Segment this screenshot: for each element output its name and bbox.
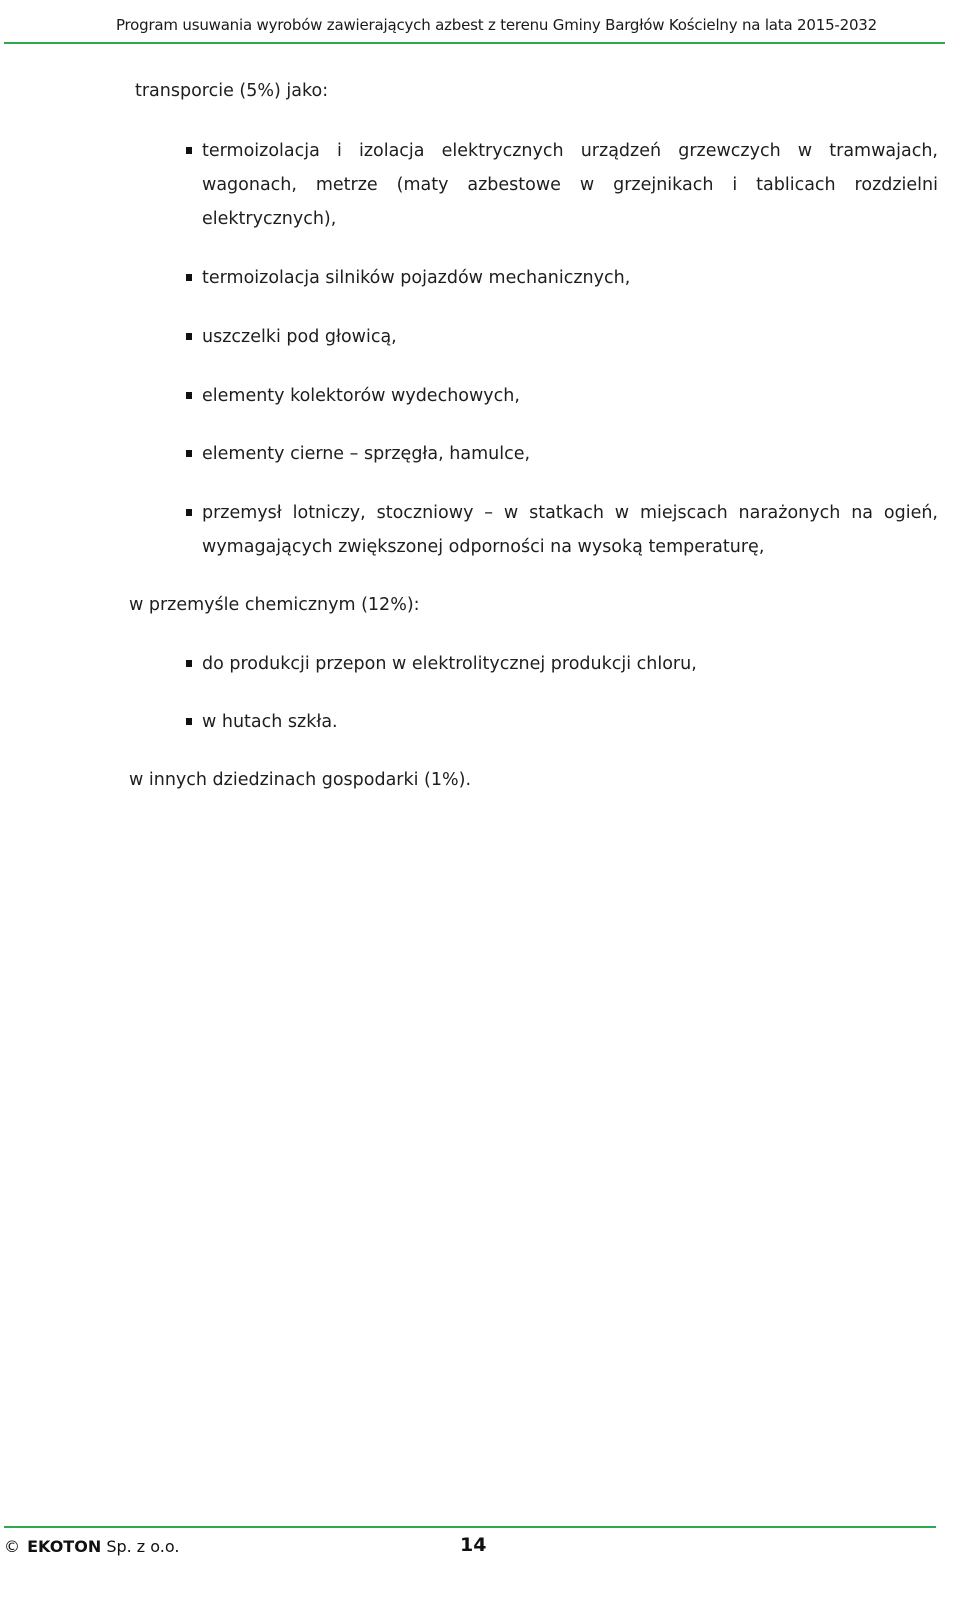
list-item-text — [202, 502, 938, 558]
square-bullet-icon — [186, 274, 192, 281]
footer-company-suffix: Sp. z o.o. — [106, 1537, 180, 1556]
square-bullet-icon — [186, 147, 192, 154]
list-item-text: elementy cierne – sprzęgła, hamulce, — [202, 444, 531, 464]
list-item-line: przemysł lotniczy, stoczniowy – w statkach w miejscach narażonych na ogień, — [202, 503, 938, 523]
footer-company: EKOTON — [27, 1537, 102, 1556]
page-header — [0, 0, 945, 44]
square-bullet-icon — [186, 509, 192, 516]
list-item-line: elektrycznych), — [202, 209, 337, 229]
list-item-text: elementy kolektorów wydechowych, — [202, 386, 520, 406]
list-item-text: w hutach szkła. — [202, 712, 338, 732]
square-bullet-icon — [186, 718, 192, 725]
copyright-icon: © — [4, 1537, 20, 1556]
footer-copyright — [4, 1537, 179, 1556]
list-item-line: wymagających zwiększonej odporności na wysoką temperaturę, — [202, 537, 765, 557]
chemical-intro: w przemyśle chemicznym (12%): — [129, 595, 420, 615]
list-item-text: termoizolacja silników pojazdów mechanicznych, — [202, 268, 631, 288]
list-item-text — [202, 140, 938, 230]
list-item-line: termoizolacja i izolacja elektrycznych urządzeń grzewczych w tramwajach, — [202, 141, 938, 161]
square-bullet-icon — [186, 392, 192, 399]
square-bullet-icon — [186, 450, 192, 457]
list-item-line: wagonach, metrze (maty azbestowe w grzejnikach i tablicach rozdzielni — [202, 175, 938, 195]
square-bullet-icon — [186, 660, 192, 667]
footer-rule — [4, 1526, 936, 1528]
square-bullet-icon — [186, 333, 192, 340]
list-item-text: uszczelki pod głowicą, — [202, 327, 397, 347]
transport-intro: transporcie (5%) jako: — [135, 81, 329, 101]
other-sectors: w innych dziedzinach gospodarki (1%). — [129, 770, 472, 790]
list-item-text: do produkcji przepon w elektrolitycznej produkcji chloru, — [202, 654, 697, 674]
page-number: 14 — [460, 1534, 487, 1556]
header-title: Program usuwania wyrobów zawierających azbest z terenu Gminy Bargłów Kościelny na lata 2015-2032 — [115, 16, 877, 34]
header-rule — [4, 42, 945, 44]
